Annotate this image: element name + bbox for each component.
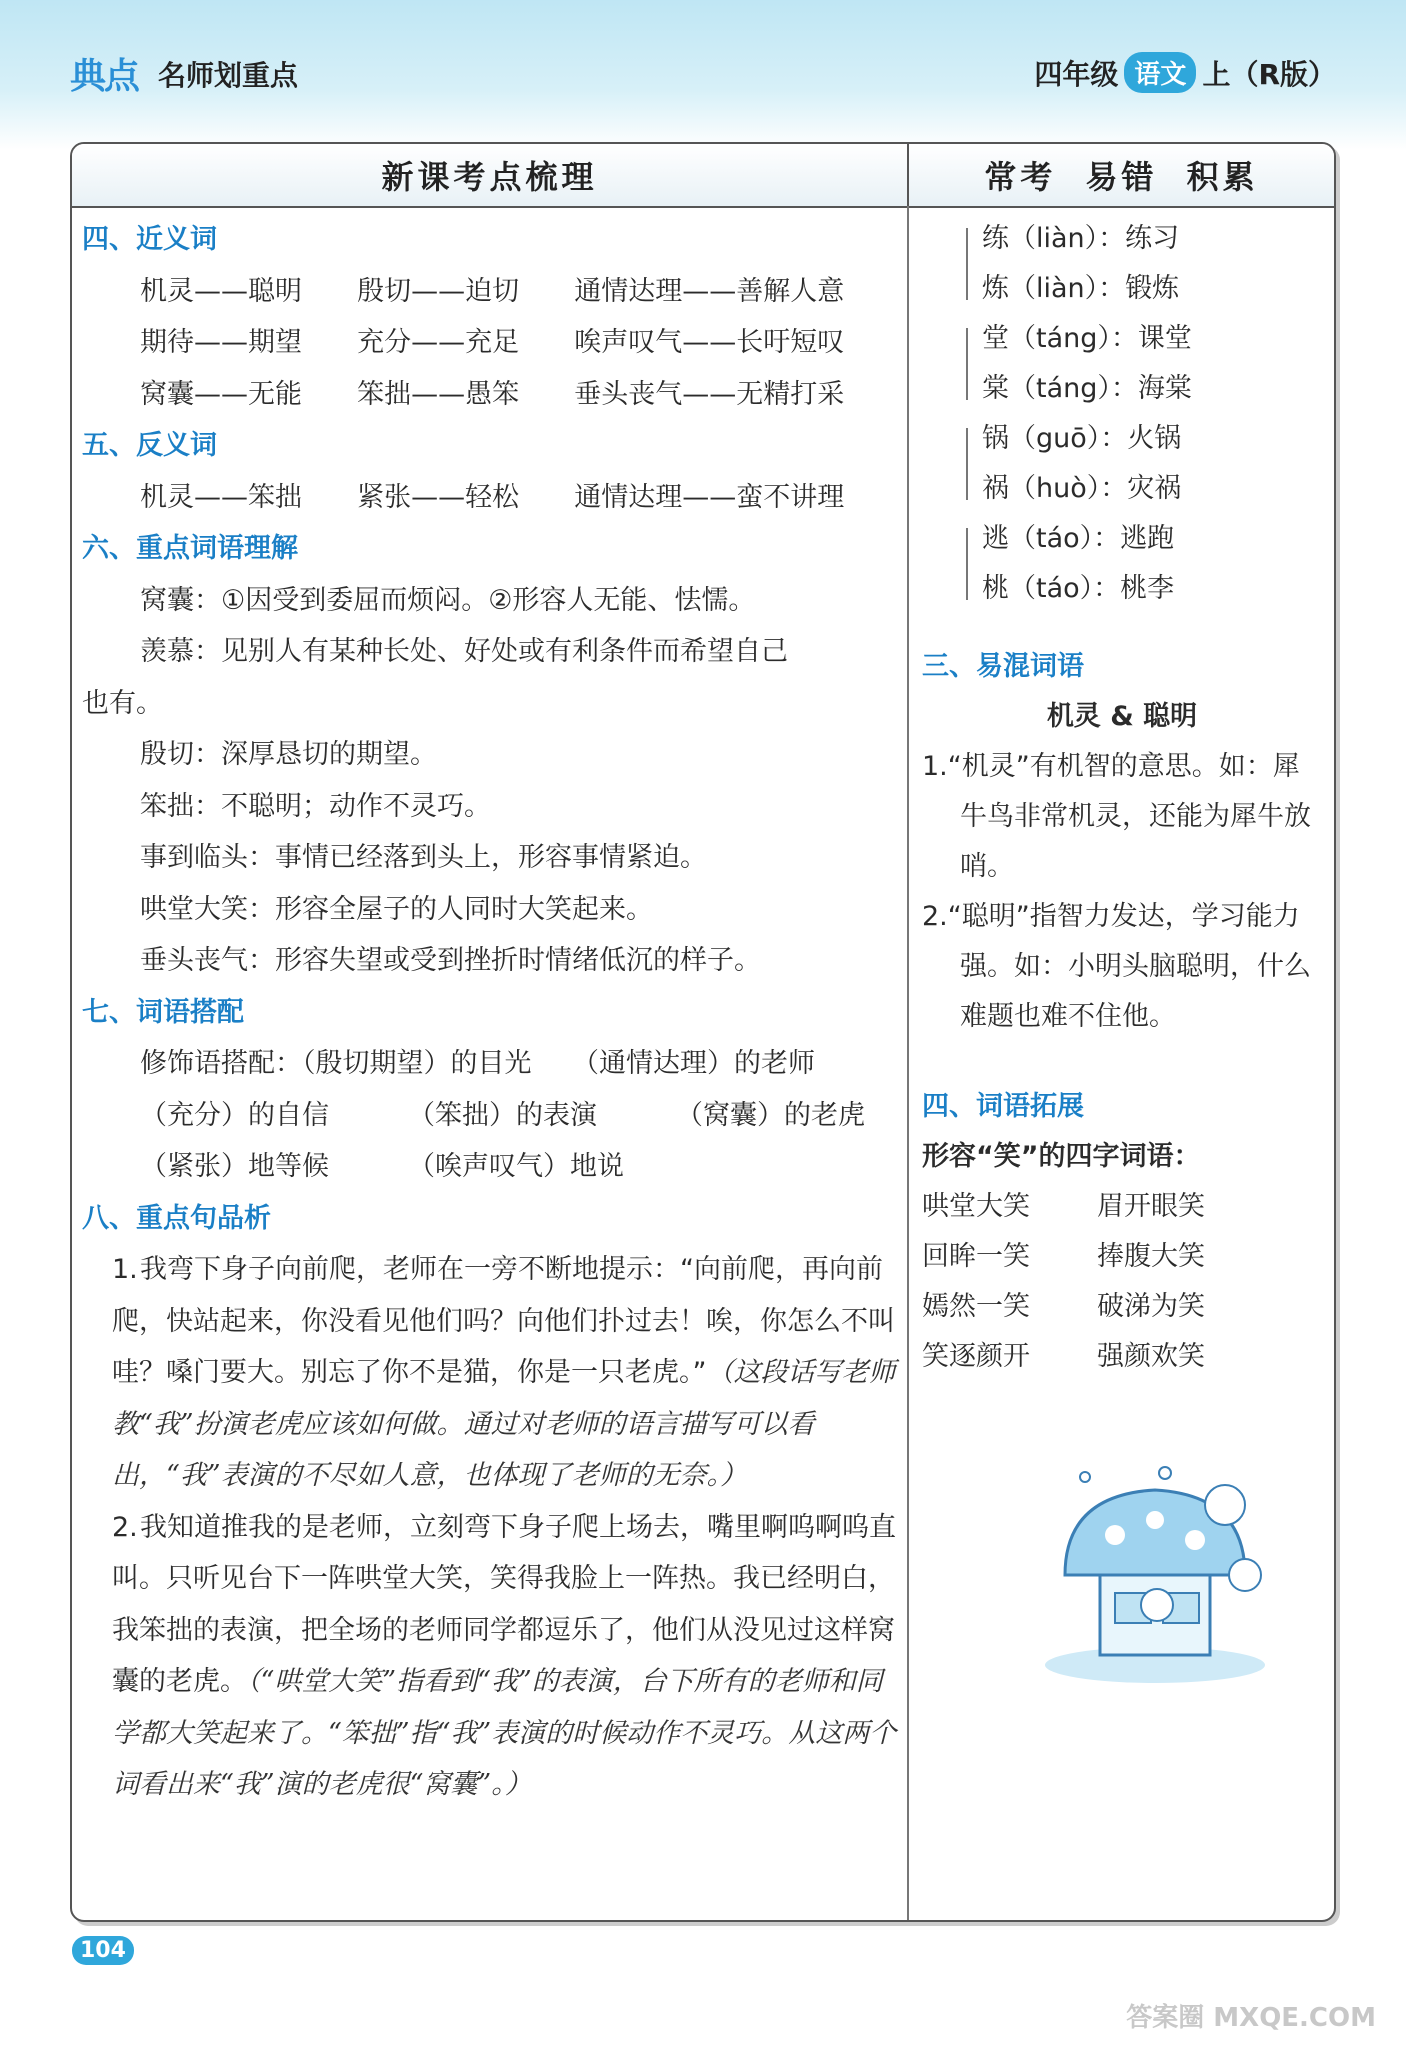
antonym-item: 紧张——轻松 <box>357 481 520 513</box>
definition-continuation: 也有。 <box>82 687 163 719</box>
sentence-note: （“哄堂大笑”指看到“我”的表演，台下所有的老师和同学都大笑起来了。“笨拙”指“我”表演的时候动作不灵巧。从这两个词看出来“我”演的老虎很“窝囊”。） <box>112 1666 897 1800</box>
brand <box>70 48 298 99</box>
laugh-word: 回眸一笑 <box>922 1241 1030 1272</box>
expansion-label: 形容“笑”的四字词语： <box>922 1141 1201 1172</box>
collocation-row <box>82 1141 897 1193</box>
right-column <box>922 214 1322 1382</box>
synonym-item: 唉声叹气——长吁短叹 <box>574 327 845 358</box>
synonym-row <box>82 317 897 369</box>
char-entry: 祸（huò）：灾祸 <box>982 473 1182 504</box>
synonym-item: 殷切——迫切 <box>357 275 520 307</box>
section-synonyms-title: 四、近义词 <box>82 224 217 255</box>
laugh-word-grid <box>922 1182 1322 1382</box>
confusable-text: “聪明”指智力发达，学习能力强。如：小明头脑聪明，什么难题也难不住他。 <box>947 901 1311 1032</box>
item-number: 2. <box>112 1511 138 1543</box>
definition-item: 事到临头：事情已经落到头上，形容事情紧迫。 <box>140 842 707 873</box>
synonym-row <box>82 369 897 421</box>
synonym-row <box>82 266 897 318</box>
synonym-item: 充分——充足 <box>357 327 520 358</box>
sentence-note: （这段话写老师教“我”扮演老虎应该如何做。通过对老师的语言描写可以看出，“我”表演的不尽如人意，也体现了老师的无奈。） <box>112 1357 896 1491</box>
synonym-item: 期待——期望 <box>140 327 302 358</box>
antonym-item: 机灵——笨拙 <box>140 481 302 513</box>
collocation-item: （紧张）地等候 <box>140 1151 329 1182</box>
grade-label <box>1034 52 1336 93</box>
sentence-text: 我弯下身子向前爬，老师在一旁不断地提示：“向前爬，再向前爬，快站起来，你没看见他们吗？向他们扑过去！唉，你怎么不叫哇？嗓门要大。别忘了你不是猫，你是一只老虎。” <box>112 1254 895 1388</box>
laugh-word: 眉开眼笑 <box>1097 1191 1205 1222</box>
left-column <box>82 214 897 1811</box>
spacer <box>922 614 1322 642</box>
confusable-pair-title: 机灵 & 聪明 <box>1046 701 1198 732</box>
confusable-item-1 <box>922 742 1322 892</box>
section-confusable-title: 三、易混词语 <box>922 651 1084 682</box>
laugh-word: 哄堂大笑 <box>922 1191 1030 1222</box>
definition-item: 窝囊：①因受到委屈而烦闷。②形容人无能、怯懦。 <box>140 584 756 616</box>
char-entry: 练（liàn）：练习 <box>982 223 1180 254</box>
antonym-row <box>82 472 897 524</box>
sentence-text: 我知道推我的是老师，立刻弯下身子爬上场去，嘴里啊呜啊呜直叫。只听见台下一阵哄堂大笑，笑得我脸上一阵热。我已经明白，我笨拙的表演，把全场的老师同学都逗乐了，他们从没见过这样窝囊的老虎。 <box>112 1511 896 1697</box>
char-entry: 逃（táo）：逃跑 <box>982 523 1175 554</box>
synonym-item: 机灵——聪明 <box>140 275 302 307</box>
synonym-item: 笨拙——愚笨 <box>357 378 520 410</box>
laugh-word: 捧腹大笑 <box>1097 1241 1205 1272</box>
section-definitions-title: 六、重点词语理解 <box>82 533 298 564</box>
item-number: 2. <box>922 901 948 932</box>
mushroom-house-illustration <box>1045 1465 1275 1685</box>
brand-logo: 典点 <box>70 56 139 97</box>
laugh-word: 嫣然一笑 <box>922 1291 1030 1322</box>
collocation-item: （唉声叹气）地说 <box>408 1151 624 1182</box>
spacer <box>922 1042 1322 1082</box>
char-pair <box>922 414 1322 514</box>
char-pair <box>922 314 1322 414</box>
collocation-item: （窝囊）的老虎 <box>676 1099 865 1131</box>
char-pair <box>922 514 1322 614</box>
char-entry: 桃（táo）：桃李 <box>982 573 1175 604</box>
brand-subtitle: 名师划重点 <box>158 58 299 92</box>
column-divider <box>907 206 909 1920</box>
item-number: 1. <box>922 751 948 782</box>
char-pair <box>922 214 1322 314</box>
subject-badge: 语文 <box>1124 52 1196 93</box>
grade-pre: 四年级 <box>1034 57 1119 91</box>
definition-item: 羡慕：见别人有某种长处、好处或有利条件而希望自己 <box>140 636 788 667</box>
collocation-item: （笨拙）的表演 <box>408 1099 597 1131</box>
definition-item: 殷切：深厚恳切的期望。 <box>140 739 437 770</box>
char-entry: 堂（táng）：课堂 <box>982 323 1192 354</box>
definition-item: 垂头丧气：形容失望或受到挫折时情绪低沉的样子。 <box>140 945 761 976</box>
collocation-line: 修饰语搭配：（殷切期望）的目光 （通情达理）的老师 <box>140 1048 815 1079</box>
left-column-title: 新课考点梳理 <box>72 144 909 208</box>
section-sentence-analysis-title: 八、重点句品析 <box>82 1202 271 1234</box>
item-number: 1. <box>112 1254 138 1285</box>
definition-item: 哄堂大笑：形容全屋子的人同时大笑起来。 <box>140 893 653 925</box>
section-collocation-title: 七、词语搭配 <box>82 996 244 1028</box>
definition-item: 笨拙：不聪明；动作不灵巧。 <box>140 790 491 822</box>
collocation-row <box>82 1090 897 1142</box>
section-antonyms-title: 五、反义词 <box>82 430 217 461</box>
watermark: 答案圈 MXQE.COM <box>1126 2003 1376 2033</box>
synonym-item: 通情达理——善解人意 <box>574 275 845 307</box>
confusable-text: “机灵”有机智的意思。如：犀牛鸟非常机灵，还能为犀牛放哨。 <box>947 751 1311 882</box>
right-column-title: 常考 易错 积累 <box>909 144 1334 208</box>
char-entry: 炼（liàn）：锻炼 <box>982 273 1180 304</box>
antonym-item: 通情达理——蛮不讲理 <box>574 481 845 513</box>
section-expansion-title: 四、词语拓展 <box>922 1091 1084 1122</box>
synonym-item: 垂头丧气——无精打采 <box>574 378 845 410</box>
sentence-item-1 <box>82 1244 897 1502</box>
laugh-word: 强颜欢笑 <box>1097 1341 1205 1372</box>
collocation-item: （充分）的自信 <box>140 1099 329 1131</box>
char-entry: 棠（táng）：海棠 <box>982 373 1192 404</box>
sentence-item-2 <box>82 1502 897 1811</box>
synonym-item: 窝囊——无能 <box>140 378 302 410</box>
confusable-item-2 <box>922 892 1322 1042</box>
page-number: 104 <box>72 1936 134 1965</box>
char-entry: 锅（guō）：火锅 <box>982 423 1182 454</box>
laugh-word: 破涕为笑 <box>1097 1291 1205 1322</box>
laugh-word: 笑逐颜开 <box>922 1341 1030 1372</box>
grade-post: 上（R版） <box>1202 57 1336 91</box>
